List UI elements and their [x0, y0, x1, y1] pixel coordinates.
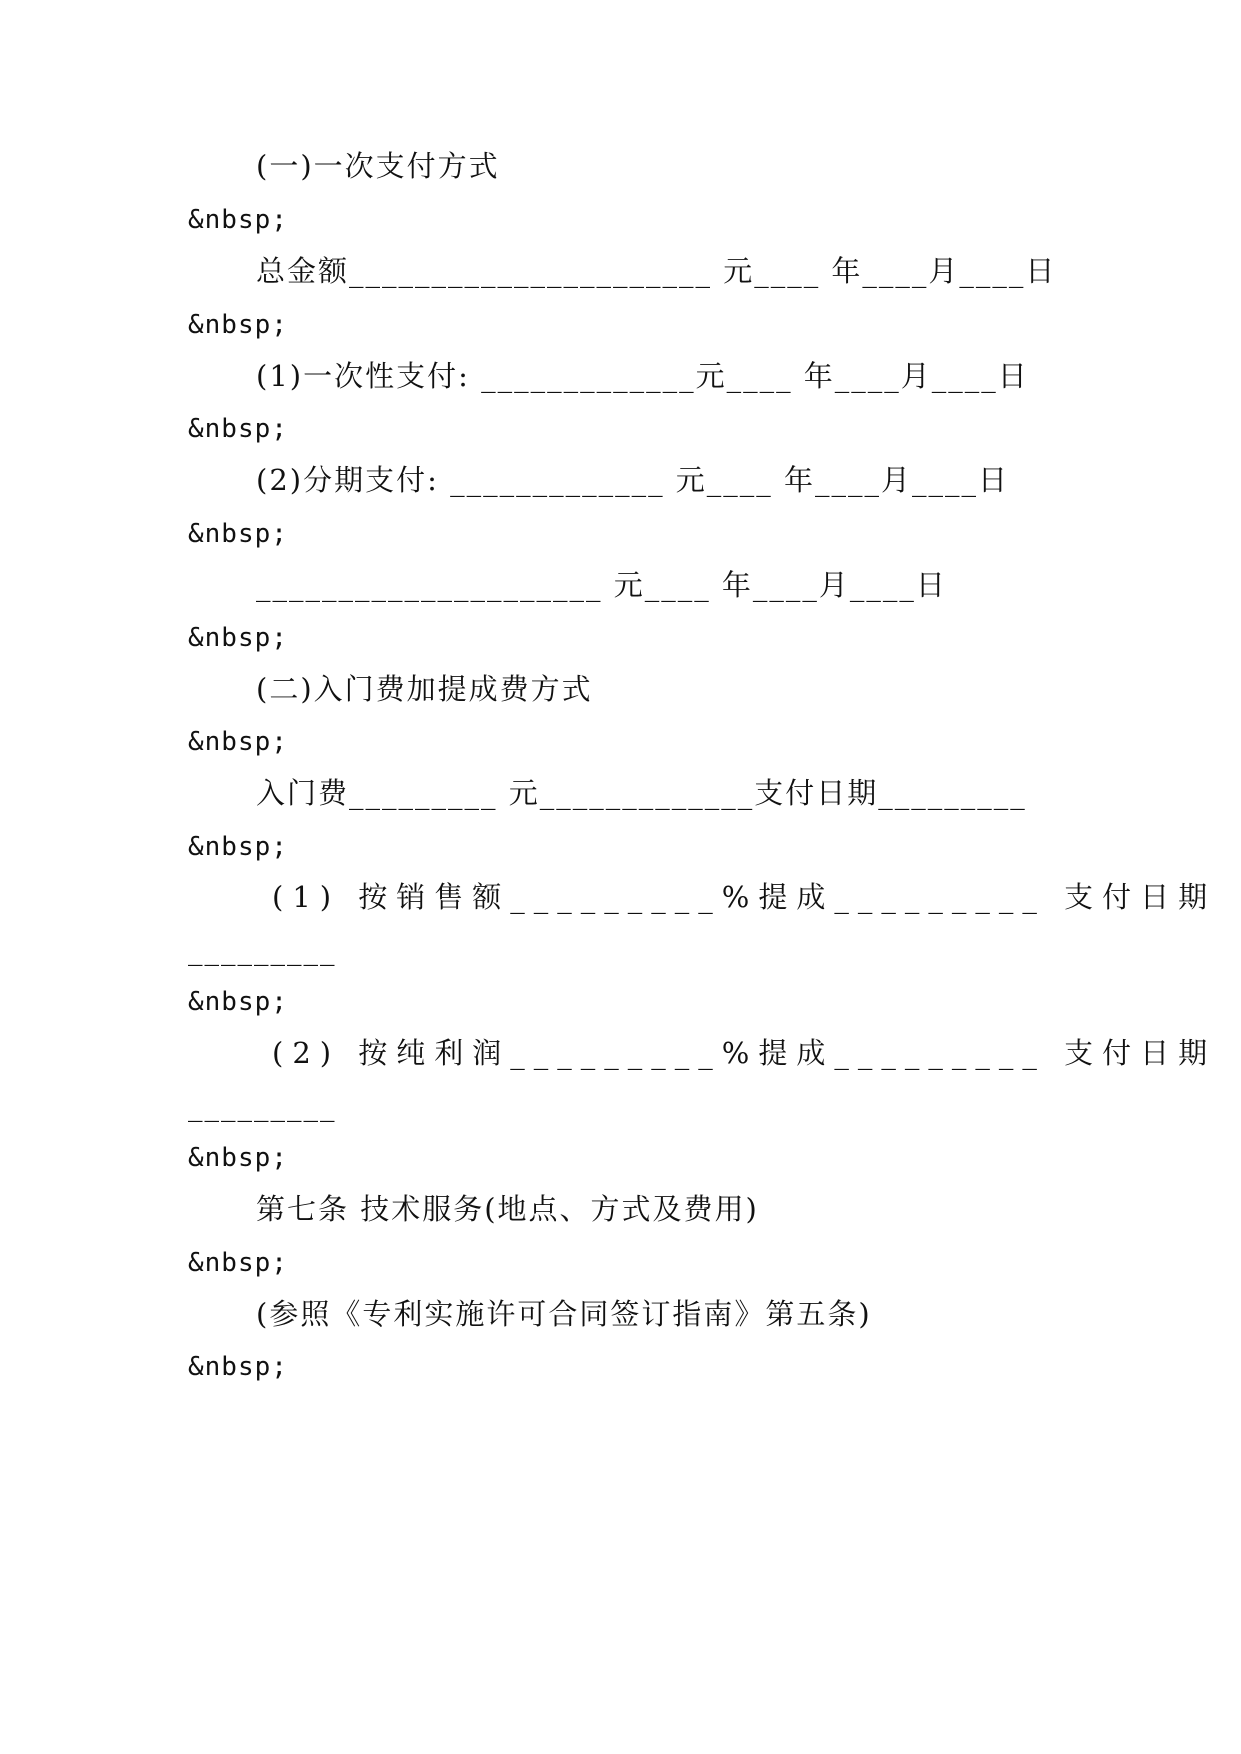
entry-fee-line: 入门费_________ 元_____________支付日期_________	[256, 776, 1027, 810]
section-heading-entry-fee: (二)入门费加提成费方式	[256, 672, 593, 706]
nbsp-entity-text: &nbsp;	[188, 519, 288, 549]
nbsp-entity-text: &nbsp;	[188, 623, 288, 653]
sales-commission-date-blank: _________	[188, 932, 337, 966]
profit-commission-line: (2) 按纯利润_________%提成_________ 支付日期	[272, 1036, 1217, 1070]
nbsp-entity-text: &nbsp;	[188, 727, 288, 757]
nbsp-entity-text: &nbsp;	[188, 987, 288, 1017]
section-heading-lump-sum: (一)一次支付方式	[256, 149, 500, 183]
sales-commission-line: (1) 按销售额_________%提成_________ 支付日期	[272, 880, 1217, 914]
nbsp-entity-text: &nbsp;	[188, 205, 288, 235]
one-time-payment-line: (1)一次性支付: _____________元____ 年____月____日	[256, 359, 1029, 393]
nbsp-entity-text: &nbsp;	[188, 414, 288, 444]
nbsp-entity-text: &nbsp;	[188, 1352, 288, 1382]
reference-note: (参照《专利实施许可合同签订指南》第五条)	[256, 1297, 872, 1331]
installment-second-line: _____________________ 元____ 年____月____日	[256, 568, 947, 602]
nbsp-entity-text: &nbsp;	[188, 1143, 288, 1173]
article-seven-heading: 第七条 技术服务(地点、方式及费用)	[256, 1192, 759, 1226]
nbsp-entity-text: &nbsp;	[188, 832, 288, 862]
installment-payment-line: (2)分期支付: _____________ 元____ 年____月____日	[256, 463, 1010, 497]
nbsp-entity-text: &nbsp;	[188, 310, 288, 340]
profit-commission-date-blank: _________	[188, 1088, 337, 1122]
nbsp-entity-text: &nbsp;	[188, 1248, 288, 1278]
total-amount-line: 总金额______________________ 元____ 年____月____日	[256, 254, 1057, 288]
